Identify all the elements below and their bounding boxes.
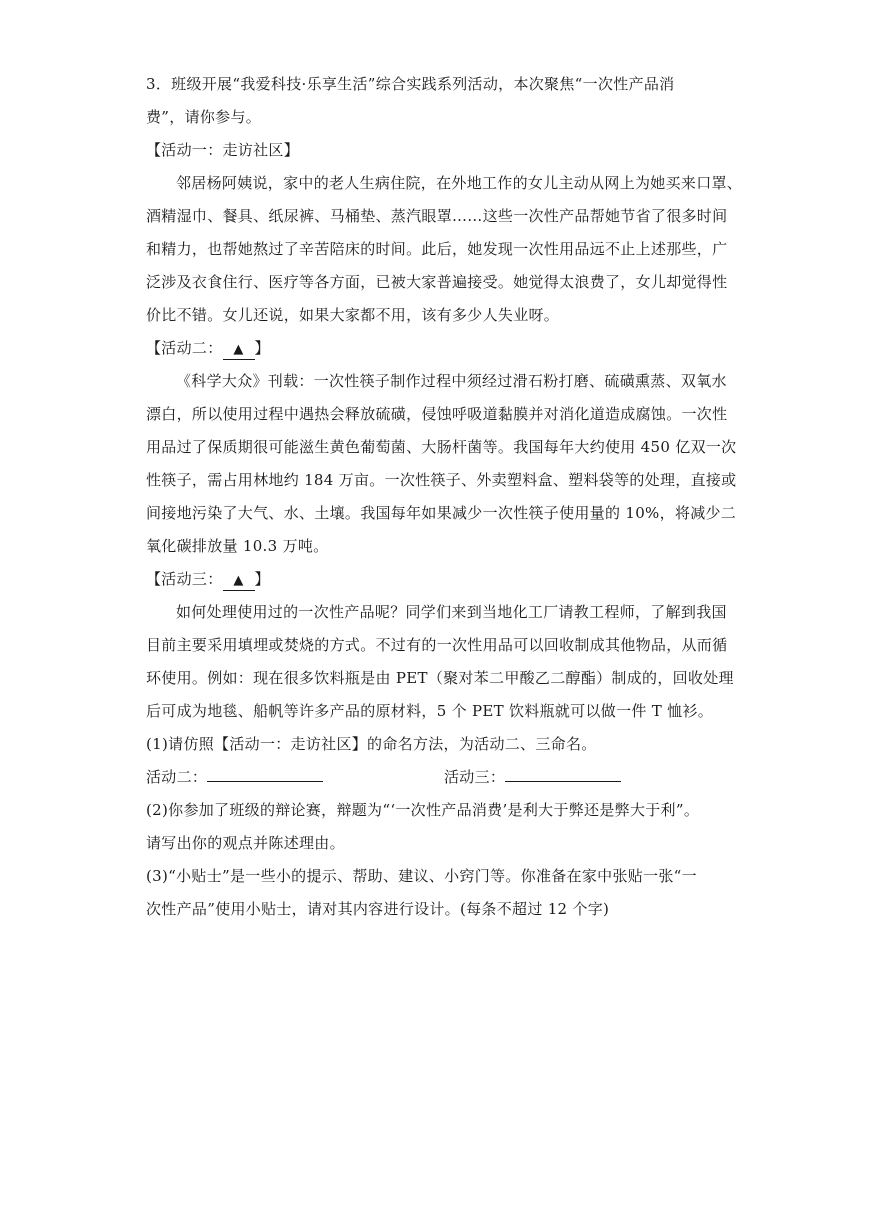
activity2-paragraph-line: 漂白，所以使用过程中遇热会释放硫磺，侵蚀呼吸道黏膜并对消化道造成腐蚀。一次性 bbox=[146, 405, 728, 423]
task1-label-activity2: 活动二： bbox=[146, 768, 208, 786]
activity2-answer-blank[interactable] bbox=[207, 763, 323, 782]
activity2-paragraph-line: 间接地污染了大气、水、土壤。我国每年如果减少一次性筷子使用量的 10%，将减少二 bbox=[146, 504, 737, 522]
activity2-heading-prefix: 【活动二： bbox=[146, 339, 223, 357]
activity1-paragraph-line: 酒精湿巾、餐具、纸尿裤、马桶垫、蒸汽眼罩……这些一次性产品帮她节省了很多时间 bbox=[146, 207, 728, 225]
question-intro-line: 3．班级开展“我爱科技·乐享生活”综合实践系列活动，本次聚焦“一次性产品消 bbox=[146, 75, 675, 93]
activity3-paragraph-line: 如何处理使用过的一次性产品呢？同学们来到当地化工厂请教工程师，了解到我国 bbox=[176, 603, 727, 621]
activity1-paragraph-line: 泛涉及衣食住行、医疗等各方面，已被大家普遍接受。她觉得太浪费了，女儿却觉得性 bbox=[146, 273, 728, 291]
activity3-paragraph-line: 后可成为地毯、船帆等许多产品的原材料，5 个 PET 饮料瓶就可以做一件 T 恤衫。 bbox=[146, 702, 714, 720]
task1-answer-row bbox=[146, 761, 724, 794]
activity2-name-blank: ▲ bbox=[223, 341, 255, 360]
task1-activity3-group bbox=[444, 761, 621, 794]
activity3-name-blank: ▲ bbox=[223, 572, 255, 591]
activity2-paragraph-line: 性筷子，需占用林地约 184 万亩。一次性筷子、外卖塑料盒、塑料袋等的处理，直接或 bbox=[146, 471, 737, 489]
activity3-heading bbox=[146, 563, 724, 596]
activity2-heading bbox=[146, 332, 724, 365]
activity1-paragraph-line: 邻居杨阿姨说，家中的老人生病住院，在外地工作的女儿主动从网上为她买来口罩、 bbox=[176, 174, 743, 192]
task2-text: 请写出你的观点并陈述理由。 bbox=[146, 834, 345, 852]
task2-text: (2)你参加了班级的辩论赛，辩题为“‘一次性产品消费’是利大于弊还是弊大于利”。 bbox=[146, 801, 700, 819]
task3-text: 次性产品”使用小贴士，请对其内容进行设计。(每条不超过 12 个字) bbox=[146, 900, 610, 918]
activity2-paragraph-line: 《科学大众》刊载：一次性筷子制作过程中须经过滑石粉打磨、硫磺熏蒸、双氧水 bbox=[176, 372, 727, 390]
task1-label-activity3: 活动三： bbox=[444, 768, 506, 786]
activity2-paragraph-line: 用品过了保质期很可能滋生黄色葡萄菌、大肠杆菌等。我国每年大约使用 450 亿双一次 bbox=[146, 438, 737, 456]
activity3-answer-blank[interactable] bbox=[505, 763, 621, 782]
activity3-paragraph-line: 目前主要采用填埋或焚烧的方式。不过有的一次性用品可以回收制成其他物品，从而循 bbox=[146, 636, 728, 654]
activity3-paragraph-line: 环使用。例如：现在很多饮料瓶是由 PET（聚对苯二甲酸乙二醇酯）制成的，回收处理 bbox=[146, 669, 734, 687]
task3-text: (3)“小贴士”是一些小的提示、帮助、建议、小窍门等。你准备在家中张贴一张“一 bbox=[146, 867, 697, 885]
activity1-heading: 【活动一：走访社区】 bbox=[146, 141, 300, 159]
activity1-paragraph-line: 价比不错。女儿还说，如果大家都不用，该有多少人失业呀。 bbox=[146, 306, 560, 324]
question-intro-line: 费”，请你参与。 bbox=[146, 108, 262, 126]
activity3-heading-suffix: 】 bbox=[254, 570, 270, 588]
activity3-heading-prefix: 【活动三： bbox=[146, 570, 223, 588]
activity2-paragraph-line: 氧化碳排放量 10.3 万吨。 bbox=[146, 537, 329, 555]
activity2-heading-suffix: 】 bbox=[254, 339, 270, 357]
question-document bbox=[146, 68, 743, 926]
activity1-paragraph-line: 和精力，也帮她熬过了辛苦陪床的时间。此后，她发现一次性用品远不止上述那些，广 bbox=[146, 240, 728, 258]
task1-text: (1)请仿照【活动一：走访社区】的命名方法，为活动二、三命名。 bbox=[146, 735, 597, 753]
